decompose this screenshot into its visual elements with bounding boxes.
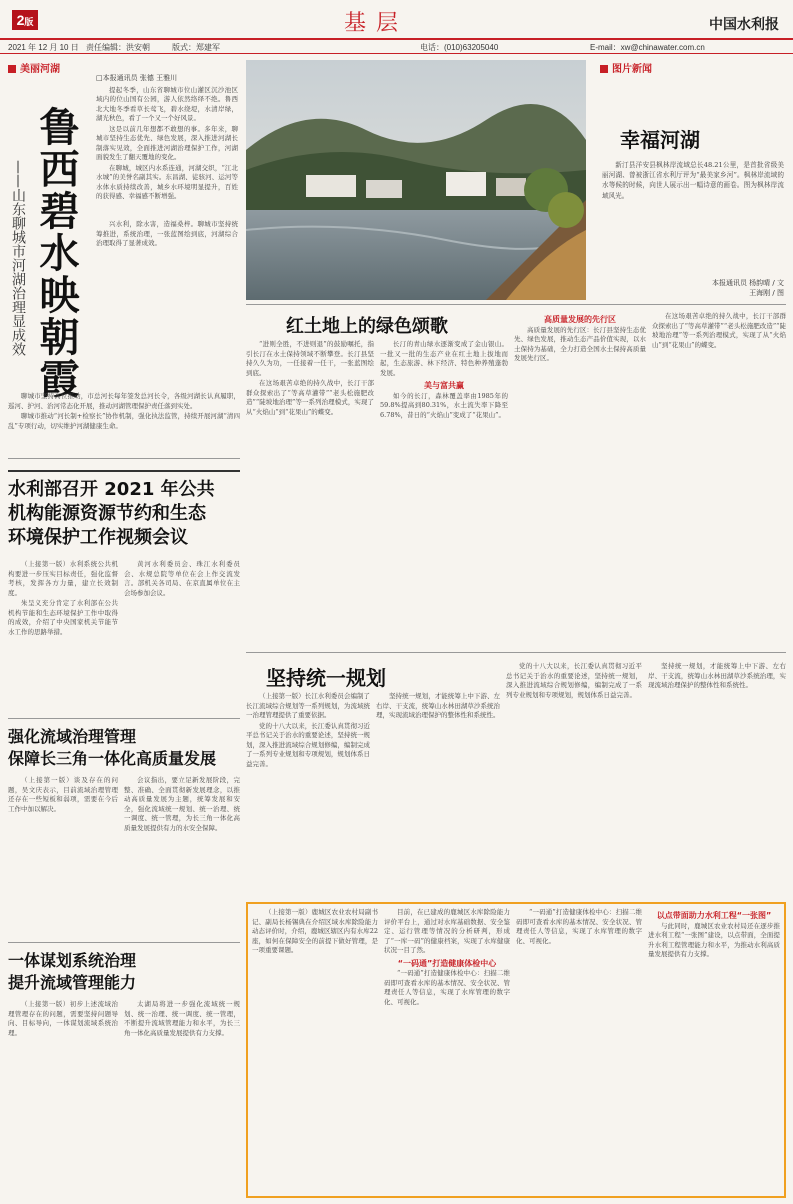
story3-column-1: （上接第一版）谈及存在的问题，吴文庆表示，目前流域治理管理还存在一些短板和弱项，需要在今后工作中加以解决。 xyxy=(8,776,118,813)
story1-column-3: 聊城市坚持高位推动，市总河长每年签发总河长令，各级河湖长认真履职，巡河、护河、治河常态化开展，推动河湖管理保护责任落到实处。 聊城市推动“河长制+检察长”协作机制，强化执法监管，持续开展河湖“清四乱”专项行动，切实维护河湖健康生命。 xyxy=(8,392,240,430)
headline-story1: 鲁西碧水映朝霞 xyxy=(33,106,79,400)
story6-column-3: 党的十八大以来，长江委认真贯彻习近平总书记关于治水的重要论述，坚持统一规划，深入推进流域综合规划修编，编制完成了一系列专业规划和专项规划，规划体系日益完善。 xyxy=(506,662,642,699)
story8-column-3: “一码通”打造健康体检中心：扫描二维码即可查看水库的基本情况、安全状况、管理责任人等信息，实现了水库管理的数字化、可视化。 xyxy=(516,908,642,945)
story4-column-1: （上接第一版）初步上述流域治理管理存在的问题，需要坚持问题导向、目标导向，一体谋划流域系统治理。 xyxy=(8,1000,118,1037)
story4-column-2: 太湖局将进一步强化流域统一规划、统一治理、统一调度、统一管理，不断提升流域管理能力和水平，为长三角一体化高质量发展提供有力支撑。 xyxy=(124,1000,240,1037)
issue-date: 2021 年 12 月 10 日 xyxy=(8,43,79,52)
section-title: 基层 xyxy=(344,11,409,36)
divider xyxy=(246,304,786,305)
section-tag-photo-news: 图片新闻 xyxy=(600,60,652,76)
story2-column-2: 黄河水利委员会、珠江水利委员会、水规总院等单位在会上作交流发言。部机关各司局、在京直属单位在主会场参加会议。 xyxy=(124,560,240,597)
story6-column-2: 坚持统一规划，才能统筹上中下游、左右岸、干支流，统筹山水林田湖草沙系统治理，实现流域治理保护的整体性和系统性。 xyxy=(376,692,500,719)
story5-column-3: 高质量发展的先行区 高质量发展的先行区：长汀县坚持生态优先、绿色发展，推动生态产品价值实现，以水土保持为基础，全力打造全国水土保持高质量发展先行区。 xyxy=(514,315,646,362)
subhead-pilot-zone: 高质量发展的先行区 xyxy=(544,315,616,324)
layout-credit: 版式：郑建军 xyxy=(172,43,220,52)
divider xyxy=(8,718,240,719)
river-landscape-photo xyxy=(246,60,586,300)
editor-credit: 责任编辑：洪安朝 xyxy=(86,43,150,52)
story6-column-1: （上接第一版）长江水利委员会编制了长江流域综合规划等一系列规划，为流域统一治理管理提供了重要依据。 党的十八大以来，长江委认真贯彻习近平总书记关于治水的重要论述，坚持统一规划，深入推进流域综合规划修编，编制完成了一系列专业规划和专项规划，规划体系日益完善。 xyxy=(246,692,370,768)
subheadline-story1: ——山东聊城市河湖治理显成效 xyxy=(10,160,26,356)
story6-column-4: 坚持统一规划，才能统筹上中下游、左右岸、干支流，统筹山水林田湖草沙系统治理，实现流域治理保护的整体性和系统性。 xyxy=(648,662,786,689)
info-bar xyxy=(0,38,793,54)
story1-column-1: □本报通讯员 张德 王雅川 提起冬季，山东省聊城市位山灌区沉沙池区域内的位山国有公园，游人依然络绎不绝。鲁西北大地冬季看草长莺飞，碧水绕堤，水清岸绿，湖光秋色，看了一个又一个好风景。 这是以前几年想都不敢想的事。多年来，聊城市坚持生态优先、绿色发展，深入推进河湖长制落实见效，全面推进河湖治理保护工作，河湖面貌发生了翻天覆地的变化。 在聊城，城区内水系连通，河湖交织，“江北水城”的美誉名副其实。东昌湖、徒骇河、运河等水体水质持续改善，城乡水环境明显提升，百姓的获得感、幸福感不断增强。 xyxy=(96,74,238,200)
divider xyxy=(246,652,786,653)
headline-story2: 水利部召开 2021 年公共 机构能源资源节约和生态 环境保护工作视频会议 xyxy=(8,479,215,548)
story3-column-2: 会议指出，要立足新发展阶段，完整、准确、全面贯彻新发展理念，以推动高质量发展为主题，统筹发展和安全，强化流域统一规划、统一治理、统一调度、统一管理，为长三角一体化高质量发展提供有力的水安全保障。 xyxy=(124,776,240,832)
divider xyxy=(8,942,240,943)
masthead xyxy=(0,0,793,38)
story8-column-4: 以点带面助力水利工程“一张图” 与此同时，鹿城区农业农村局还在逐步推进水利工程“一张图”建设，以点带面，全面提升水利工程管理能力和水平，为推动水利高质量发展提供有力支撑。 xyxy=(648,911,780,958)
photo-credit-text: 本报通讯员 杨韵晴 / 文 王海刚 / 图 xyxy=(711,279,784,297)
story2-column-1: （上接第一版）水利系统公共机构要进一步压实目标责任，强化监督考核，发挥各方力量，建立长效制度。 朱呈义充分肯定了水利部在公共机构节能和生态环境保护工作中取得的成效，介绍了中央国家机关节能节水工作的思路举措。 xyxy=(8,560,118,636)
email-address: E-mail：xw@chinawater.com.cn xyxy=(590,43,705,52)
story8-column-1: （上接第一版）鹿城区农业农村局副书记、副局长杨锡典在介绍区域水库除险能力动态评价时，介绍，鹿城区辖区内有水库22座，如何在保障安全的前提下做好管理，是一项重要课题。 xyxy=(252,908,378,954)
subhead-one-map: 以点带面助力水利工程“一张图” xyxy=(656,911,772,920)
divider xyxy=(8,470,240,472)
phone-number: 电话：(010)63205040 xyxy=(420,43,499,52)
headline-story6: 坚持统一规划 xyxy=(266,666,386,690)
subhead-health-check: “一码通”打造健康体检中心 xyxy=(397,958,497,968)
subhead-beauty-wealth: 美与富共赢 xyxy=(424,381,464,390)
section-tag-beautiful-rivers: 美丽河湖 xyxy=(8,60,60,76)
headline-story7: 幸福河湖 xyxy=(620,128,700,152)
headline-story3: 强化流域治理管理 保障长三角一体化高质量发展 xyxy=(8,727,217,768)
photo-caption: 新汀县洋安县枫林岸流域总长48.21公里，是首批省级美丽河湖、曾被浙江省水利厅评为“最美家乡河”。枫林岸流域的水等候的时候，向世人展示出一幅诗意的画卷。图为枫林岸流域风光。 xyxy=(602,161,784,200)
story5-column-1: “进则全胜，不进则退”的鼓励嘱托，指引长汀在水土保持领域不断攀登。长汀县坚持久久为功，一任接着一任干，一张蓝图绘到底。 在这场艰苦卓绝的持久战中，长汀干部群众探索出了“等高草灌带”“老头松施肥改造”“陡坡地治理”等一系列治理模式，实现了从“火焰山”到“花果山”的蝶变。 xyxy=(246,340,374,416)
newspaper-name: 中国水利报 xyxy=(709,17,779,33)
story5-column-4: 在这场艰苦卓绝的持久战中，长汀干部群众探索出了“等高草灌带”“老头松施肥改造”“陡坡地治理”等一系列治理模式，实现了从“火焰山”到“花果山”的蝶变。 xyxy=(652,312,786,349)
headline-story4: 一体谋划系统治理 提升流域管理能力 xyxy=(8,951,137,992)
story1-byline: □本报通讯员 张德 王雅川 xyxy=(96,74,178,82)
story1-column-2: 兴水利，除水害，造福桑梓。聊城市坚持统筹推进，系统治理，一张蓝图绘到底，河湖综合治理取得了显著成效。 xyxy=(96,220,238,247)
story8-column-2: 目前，在已建成的鹿城区水库除险能力评价平台上，通过对水库基础数据、安全鉴定、运行管理等情况的分析研判，形成了“一库一码”的健康档案，实现了水库健康状况一目了然。 “一码通”打造健康体检中心 “一码通”打造健康体检中心：扫描二维码即可查看水库的基本情况、安全状况、管理责任人等信息，实现了水库管理的数字化、可视化。 xyxy=(384,908,510,1006)
headline-story5: 红土地上的绿色颂歌 xyxy=(286,316,448,337)
page-number: 2版 xyxy=(12,10,38,30)
story5-column-2: 长汀的青山绿水逐渐变成了金山银山。一批又一批的生态产业在红土地上拔地而起，生态旅游、林下经济、特色种养殖蓬勃发展。 美与富共赢 如今的长汀，森林覆盖率由1985年的59.8%提高到80.31%，水土流失率下降至6.78%，昔日的“火焰山”变成了“花果山”。 xyxy=(380,340,508,419)
divider xyxy=(8,458,240,459)
